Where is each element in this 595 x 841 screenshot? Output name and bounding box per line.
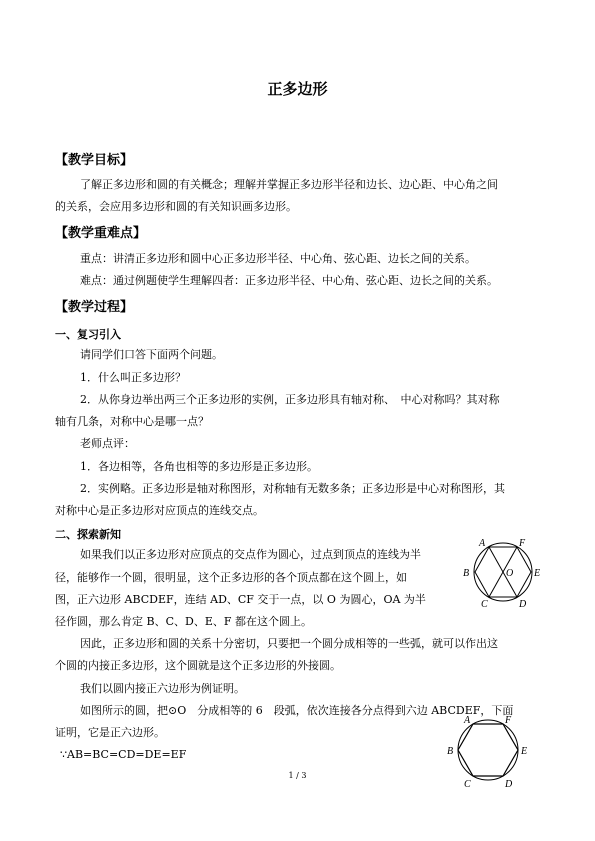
key-point-text: 重点：讲清正多边形和圆中心正多边形半径、中心角、弦心距、边长之间的关系。 (80, 252, 476, 265)
answer-1: 1．各边相等，各角也相等的多边形是正多边形。 (80, 460, 318, 473)
vertex-label: C (481, 599, 488, 610)
question-2-line: 轴有几条，对称中心是哪一点？ (55, 415, 209, 428)
paragraph-line: 个圆的内接正多边形，这个圆就是这个正多边形的外接圆。 (55, 659, 341, 672)
page-number: 1 / 3 (288, 771, 307, 780)
review-heading: 一、复习引入 (55, 328, 121, 341)
paragraph-line: 因此，正多边形和圆的关系十分密切，只要把一个圆分成相等的一些弧，就可以作出这 (80, 637, 498, 650)
vertex-label: E (534, 568, 541, 579)
process-heading: 【教学过程】 (55, 300, 134, 315)
paragraph-line: ∵AB=BC=CD=DE=EF (60, 748, 187, 761)
goal-text-line: 的关系，会应用多边形和圆的有关知识画多边形。 (55, 200, 297, 213)
teacher-comment: 老师点评： (80, 437, 135, 450)
vertex-label: D (505, 779, 513, 790)
paragraph-line: 如图所示的圆，把⊙O 分成相等的 6 段弧，依次连接各分点得到六边 ABCDEF，下面 (80, 704, 514, 717)
vertex-label: B (463, 568, 470, 579)
vertex-label: F (505, 715, 512, 726)
hexagon (458, 724, 518, 776)
vertex-label: E (521, 746, 528, 757)
hexagon-circle-figure-1 (455, 535, 550, 610)
paragraph-line: 我们以圆内接正六边形为例证明。 (80, 682, 245, 695)
vertex-label: C (464, 779, 471, 790)
difficult-point-text: 难点：通过例题使学生理解四者：正多边形半径、中心角、弦心距、边长之间的关系。 (80, 274, 498, 287)
vertex-label: B (447, 746, 454, 757)
goal-heading: 【教学目标】 (55, 153, 134, 168)
paragraph-line: 如果我们以正多边形对应顶点的交点作为圆心，过点到顶点的连线为半 (80, 548, 421, 561)
paragraph-line: 证明，它是正六边形。 (55, 726, 165, 739)
page-title: 正多边形 (267, 80, 328, 98)
question-1: 1．什么叫正多边形？ (80, 371, 186, 384)
explore-heading: 二、探索新知 (55, 528, 121, 541)
paragraph-line: 图，正六边形 ABCDEF，连结 AD、CF 交于一点，以 O 为圆心，OA 为半 (55, 593, 426, 606)
question-2-line: 2．从你身边举出两三个正多边形的实例，正多边形具有轴对称、 中心对称吗？其对称 (80, 393, 500, 406)
center-label: O (506, 568, 514, 579)
answer-2-line: 对称中心是正多边形对应顶点的连线交点。 (55, 504, 264, 517)
vertex-label: A (479, 538, 486, 549)
paragraph-line: 径作圆，那么肯定 B、C、D、E、F 都在这个圆上。 (55, 615, 312, 628)
answer-2-line: 2．实例略。正多边形是轴对称图形，对称轴有无数多条；正多边形是中心对称图形，其 (80, 482, 505, 495)
key-heading: 【教学重难点】 (55, 226, 147, 241)
vertex-label: D (519, 599, 527, 610)
paragraph-line: 径，能够作一个圆，很明显，这个正多边形的各个顶点都在这个圆上，如 (55, 571, 407, 584)
vertex-label: A (464, 715, 471, 726)
goal-text-line: 了解正多边形和圆的有关概念；理解并掌握正多边形半径和边长、边心距、中心角之间 (80, 178, 498, 191)
paragraph-line: 请同学们口答下面两个问题。 (80, 348, 223, 361)
vertex-label: F (519, 538, 526, 549)
